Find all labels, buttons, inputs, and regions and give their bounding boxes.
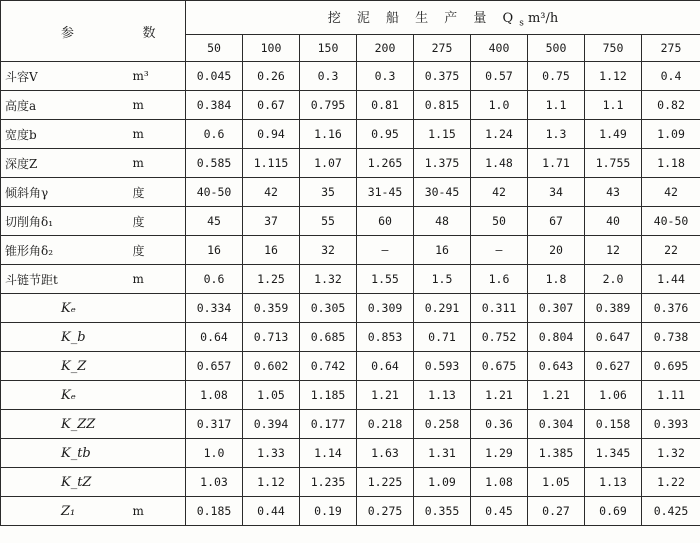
- value-cell: 1.09: [642, 120, 700, 149]
- value-cell: 37: [243, 207, 300, 236]
- value-cell: 1.1: [585, 91, 642, 120]
- row-unit: 度: [129, 207, 186, 236]
- value-cell: 16: [243, 236, 300, 265]
- value-cell: 0.94: [243, 120, 300, 149]
- value-cell: 0.742: [300, 352, 357, 381]
- table-row: [1, 381, 700, 410]
- capacity-header-cell: 50: [186, 35, 243, 62]
- value-cell: 1.15: [414, 120, 471, 149]
- value-cell: 55: [300, 207, 357, 236]
- row-unit: m: [129, 149, 186, 178]
- table-row: [1, 120, 700, 149]
- table-row: [1, 207, 700, 236]
- value-cell: 0.853: [357, 323, 414, 352]
- value-cell: 0.394: [243, 410, 300, 439]
- value-cell: 1.08: [471, 468, 528, 497]
- row-unit: [129, 468, 186, 497]
- value-cell: 0.275: [357, 497, 414, 526]
- production-header: [186, 1, 700, 35]
- value-cell: 1.22: [642, 468, 700, 497]
- value-cell: 0.804: [528, 323, 585, 352]
- value-cell: 0.585: [186, 149, 243, 178]
- value-cell: 42: [243, 178, 300, 207]
- value-cell: 0.359: [243, 294, 300, 323]
- value-cell: 0.738: [642, 323, 700, 352]
- row-parameter-name: K_Z: [1, 352, 129, 381]
- value-cell: 0.376: [642, 294, 700, 323]
- row-unit: m³: [129, 62, 186, 91]
- row-parameter-name: Kₑ: [1, 381, 129, 410]
- row-unit: [129, 294, 186, 323]
- row-unit: 度: [129, 236, 186, 265]
- row-unit: m: [129, 91, 186, 120]
- value-cell: 1.03: [186, 468, 243, 497]
- value-cell: 0.64: [357, 352, 414, 381]
- count-label: 数: [142, 25, 158, 41]
- capacity-header-cell: 100: [243, 35, 300, 62]
- value-cell: 1.385: [528, 439, 585, 468]
- value-cell: 1.375: [414, 149, 471, 178]
- value-cell: 0.627: [585, 352, 642, 381]
- value-cell: 0.158: [585, 410, 642, 439]
- value-cell: 1.265: [357, 149, 414, 178]
- value-cell: 16: [414, 236, 471, 265]
- value-cell: 0.64: [186, 323, 243, 352]
- value-cell: 0.67: [243, 91, 300, 120]
- value-cell: 31-45: [357, 178, 414, 207]
- value-cell: 1.31: [414, 439, 471, 468]
- value-cell: 0.355: [414, 497, 471, 526]
- value-cell: —: [471, 236, 528, 265]
- value-cell: 1.63: [357, 439, 414, 468]
- value-cell: 0.393: [642, 410, 700, 439]
- table-row: [1, 497, 700, 526]
- value-cell: 2.0: [585, 265, 642, 294]
- value-cell: 0.311: [471, 294, 528, 323]
- value-cell: 0.375: [414, 62, 471, 91]
- value-cell: 1.115: [243, 149, 300, 178]
- value-cell: 34: [528, 178, 585, 207]
- value-cell: 50: [471, 207, 528, 236]
- value-cell: 1.33: [243, 439, 300, 468]
- value-cell: 0.75: [528, 62, 585, 91]
- value-cell: 43: [585, 178, 642, 207]
- capacity-header-cell: 750: [585, 35, 642, 62]
- row-parameter-name: K_tZ: [1, 468, 129, 497]
- value-cell: 1.14: [300, 439, 357, 468]
- value-cell: 1.11: [642, 381, 700, 410]
- value-cell: 1.48: [471, 149, 528, 178]
- value-cell: 0.045: [186, 62, 243, 91]
- value-cell: 1.29: [471, 439, 528, 468]
- value-cell: 0.317: [186, 410, 243, 439]
- row-parameter-name: 高度a: [1, 91, 129, 120]
- value-cell: 48: [414, 207, 471, 236]
- row-parameter-name: 倾斜角γ: [1, 178, 129, 207]
- value-cell: —: [357, 236, 414, 265]
- value-cell: 1.49: [585, 120, 642, 149]
- value-cell: 12: [585, 236, 642, 265]
- value-cell: 0.384: [186, 91, 243, 120]
- value-cell: 0.36: [471, 410, 528, 439]
- value-cell: 0.185: [186, 497, 243, 526]
- row-parameter-name: Z₁: [1, 497, 129, 526]
- table-row: [1, 91, 700, 120]
- value-cell: 1.12: [585, 62, 642, 91]
- value-cell: 1.3: [528, 120, 585, 149]
- value-cell: 0.389: [585, 294, 642, 323]
- row-parameter-name: K_tb: [1, 439, 129, 468]
- row-parameter-name: 切削角δ₁: [1, 207, 129, 236]
- value-cell: 1.32: [300, 265, 357, 294]
- value-cell: 1.08: [186, 381, 243, 410]
- value-cell: 1.24: [471, 120, 528, 149]
- value-cell: 1.0: [471, 91, 528, 120]
- count-column-header: [129, 1, 186, 62]
- value-cell: 1.06: [585, 381, 642, 410]
- capacity-header-cell: 275: [414, 35, 471, 62]
- value-cell: 0.334: [186, 294, 243, 323]
- value-cell: 30-45: [414, 178, 471, 207]
- value-cell: 1.71: [528, 149, 585, 178]
- value-cell: 0.177: [300, 410, 357, 439]
- value-cell: 0.657: [186, 352, 243, 381]
- value-cell: 0.26: [243, 62, 300, 91]
- capacity-header-cell: 400: [471, 35, 528, 62]
- table-row: [1, 439, 700, 468]
- table-row: [1, 265, 700, 294]
- value-cell: 0.57: [471, 62, 528, 91]
- value-cell: 0.685: [300, 323, 357, 352]
- value-cell: 0.69: [585, 497, 642, 526]
- row-parameter-name: Kₑ: [1, 294, 129, 323]
- capacity-header-cell: 150: [300, 35, 357, 62]
- production-unit: m³/h: [523, 10, 559, 26]
- value-cell: 40: [585, 207, 642, 236]
- row-parameter-name: 宽度b: [1, 120, 129, 149]
- value-cell: 22: [642, 236, 700, 265]
- value-cell: 1.185: [300, 381, 357, 410]
- value-cell: 20: [528, 236, 585, 265]
- value-cell: 0.795: [300, 91, 357, 120]
- value-cell: 1.8: [528, 265, 585, 294]
- value-cell: 0.309: [357, 294, 414, 323]
- value-cell: 40-50: [642, 207, 700, 236]
- value-cell: 1.225: [357, 468, 414, 497]
- value-cell: 0.307: [528, 294, 585, 323]
- value-cell: 67: [528, 207, 585, 236]
- row-parameter-name: K_b: [1, 323, 129, 352]
- value-cell: 0.6: [186, 120, 243, 149]
- value-cell: 1.755: [585, 149, 642, 178]
- row-unit: [129, 352, 186, 381]
- value-cell: 1.21: [471, 381, 528, 410]
- capacity-header-cell: 500: [528, 35, 585, 62]
- value-cell: 0.602: [243, 352, 300, 381]
- value-cell: 1.09: [414, 468, 471, 497]
- value-cell: 1.21: [357, 381, 414, 410]
- value-cell: 0.593: [414, 352, 471, 381]
- value-cell: 1.12: [243, 468, 300, 497]
- row-unit: m: [129, 497, 186, 526]
- value-cell: 1.1: [528, 91, 585, 120]
- table-row: [1, 149, 700, 178]
- value-cell: 0.258: [414, 410, 471, 439]
- table-row: [1, 178, 700, 207]
- value-cell: 45: [186, 207, 243, 236]
- value-cell: 0.82: [642, 91, 700, 120]
- value-cell: 0.45: [471, 497, 528, 526]
- capacity-header-cell: 200: [357, 35, 414, 62]
- value-cell: 0.695: [642, 352, 700, 381]
- value-cell: 1.235: [300, 468, 357, 497]
- value-cell: 0.291: [414, 294, 471, 323]
- value-cell: 0.4: [642, 62, 700, 91]
- row-unit: [129, 410, 186, 439]
- row-unit: [129, 381, 186, 410]
- row-unit: [129, 323, 186, 352]
- value-cell: 60: [357, 207, 414, 236]
- value-cell: 0.304: [528, 410, 585, 439]
- row-unit: [129, 439, 186, 468]
- table-row: [1, 236, 700, 265]
- value-cell: 0.218: [357, 410, 414, 439]
- row-unit: m: [129, 120, 186, 149]
- value-cell: 0.81: [357, 91, 414, 120]
- value-cell: 1.16: [300, 120, 357, 149]
- value-cell: 0.752: [471, 323, 528, 352]
- value-cell: 0.675: [471, 352, 528, 381]
- row-parameter-name: 深度Z: [1, 149, 129, 178]
- value-cell: 1.13: [585, 468, 642, 497]
- row-parameter-name: 斗链节距t: [1, 265, 129, 294]
- value-cell: 0.3: [357, 62, 414, 91]
- value-cell: 16: [186, 236, 243, 265]
- param-column-header: [1, 1, 129, 62]
- row-parameter-name: K_ZZ: [1, 410, 129, 439]
- row-unit: m: [129, 265, 186, 294]
- value-cell: 0.647: [585, 323, 642, 352]
- table-body: [1, 62, 700, 526]
- value-cell: 0.3: [300, 62, 357, 91]
- value-cell: 1.07: [300, 149, 357, 178]
- value-cell: 1.05: [243, 381, 300, 410]
- value-cell: 1.6: [471, 265, 528, 294]
- value-cell: 1.55: [357, 265, 414, 294]
- value-cell: 0.305: [300, 294, 357, 323]
- value-cell: 0.71: [414, 323, 471, 352]
- value-cell: 0.6: [186, 265, 243, 294]
- value-cell: 0.815: [414, 91, 471, 120]
- row-unit: 度: [129, 178, 186, 207]
- value-cell: 1.13: [414, 381, 471, 410]
- value-cell: 1.32: [642, 439, 700, 468]
- value-cell: 1.0: [186, 439, 243, 468]
- row-parameter-name: 锥形角δ₂: [1, 236, 129, 265]
- table-row: [1, 323, 700, 352]
- value-cell: 42: [642, 178, 700, 207]
- value-cell: 0.19: [300, 497, 357, 526]
- value-cell: 0.713: [243, 323, 300, 352]
- table-row: [1, 352, 700, 381]
- value-cell: 40-50: [186, 178, 243, 207]
- production-subscript: s: [519, 18, 524, 29]
- value-cell: 0.425: [642, 497, 700, 526]
- param-label: 参: [61, 25, 77, 41]
- value-cell: 0.27: [528, 497, 585, 526]
- production-title: 挖 泥 船 生 产 量 Q: [327, 10, 520, 26]
- table-row: [1, 62, 700, 91]
- value-cell: 1.18: [642, 149, 700, 178]
- value-cell: 1.44: [642, 265, 700, 294]
- table-row: [1, 468, 700, 497]
- value-cell: 1.5: [414, 265, 471, 294]
- row-parameter-name: 斗容V: [1, 62, 129, 91]
- table-row: [1, 410, 700, 439]
- value-cell: 32: [300, 236, 357, 265]
- value-cell: 0.643: [528, 352, 585, 381]
- value-cell: 1.345: [585, 439, 642, 468]
- value-cell: 1.21: [528, 381, 585, 410]
- value-cell: 0.95: [357, 120, 414, 149]
- capacity-header-cell: 275: [642, 35, 700, 62]
- value-cell: 1.25: [243, 265, 300, 294]
- value-cell: 1.05: [528, 468, 585, 497]
- value-cell: 42: [471, 178, 528, 207]
- value-cell: 0.44: [243, 497, 300, 526]
- value-cell: 35: [300, 178, 357, 207]
- table-row: [1, 294, 700, 323]
